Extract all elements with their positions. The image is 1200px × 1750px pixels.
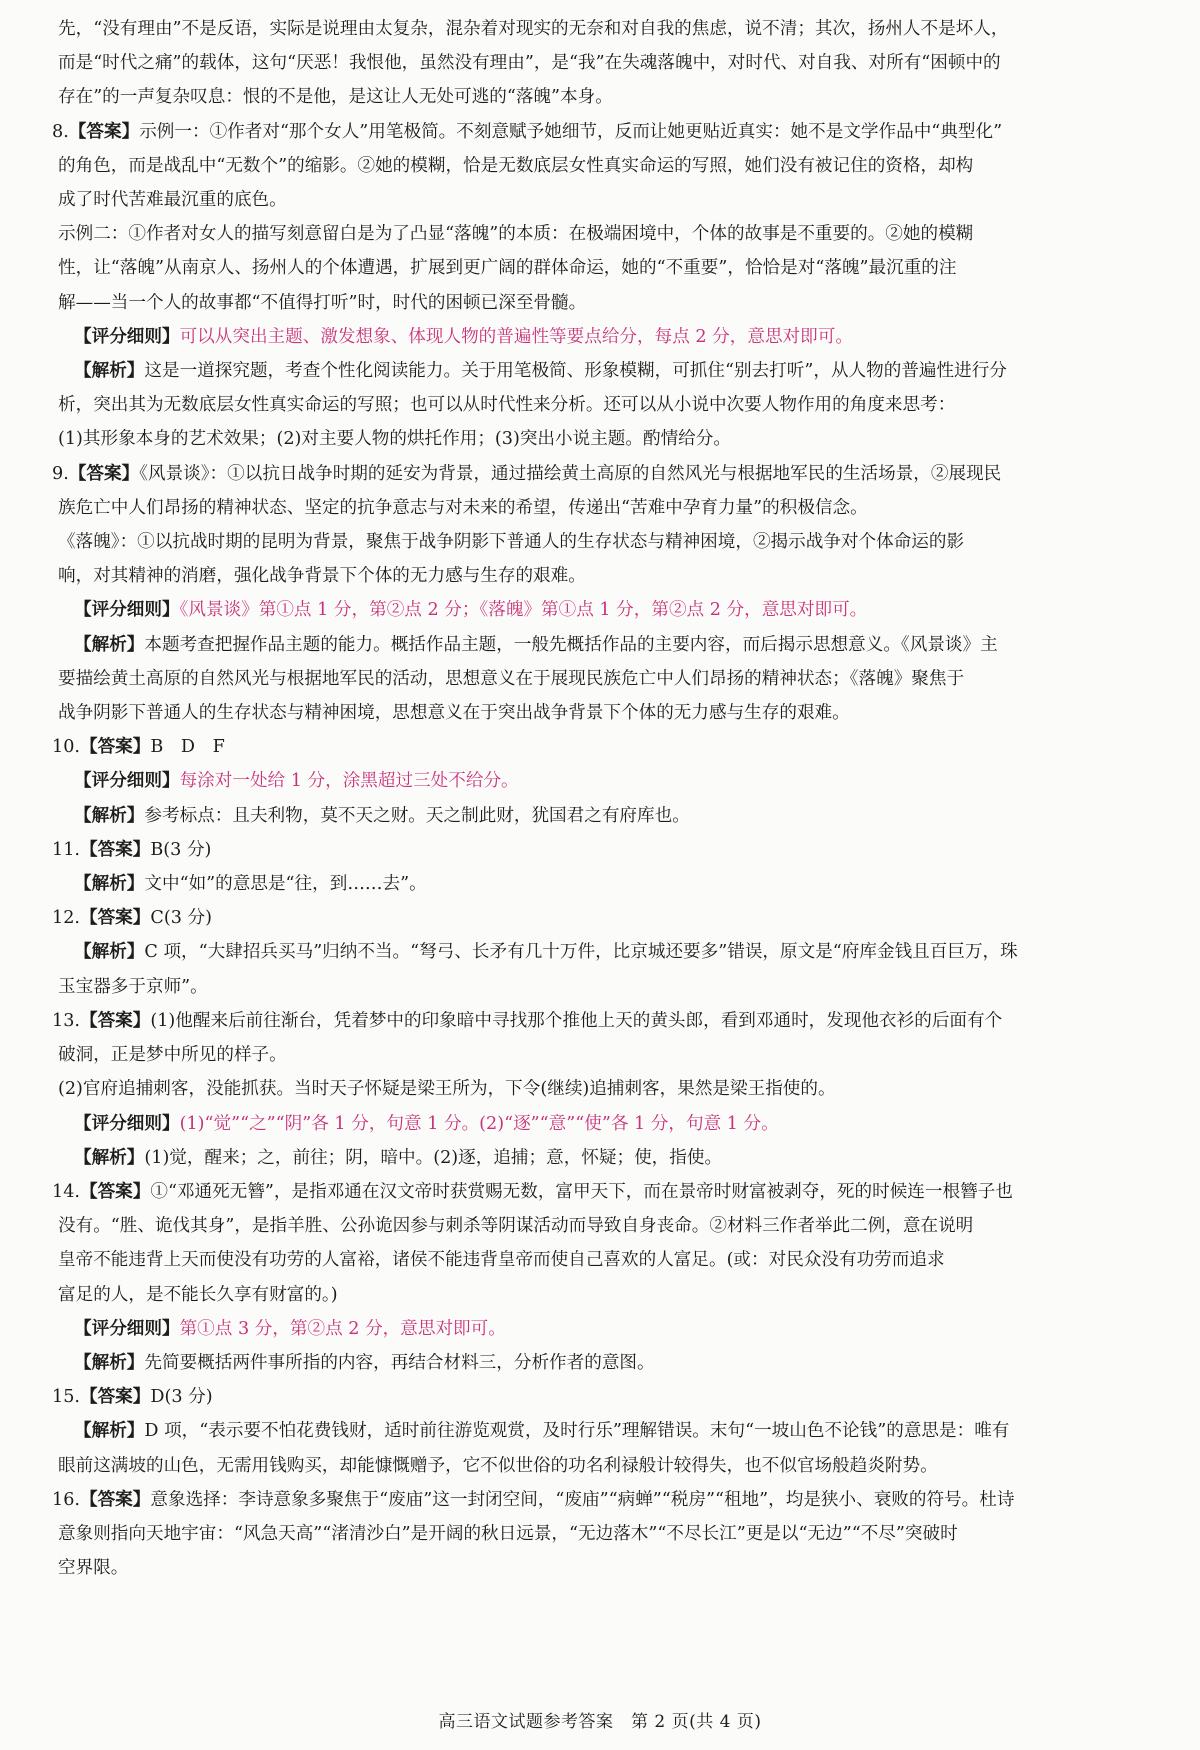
text-line: [52, 1175, 1154, 1209]
section-label: 【答案】: [68, 462, 140, 484]
text-line: [52, 764, 1154, 798]
question-number: 15.: [52, 1387, 80, 1408]
text-line: [52, 320, 1154, 354]
section-label: 【答案】: [79, 907, 151, 929]
body-text: (1)他醒来后前往渐台，凭着梦中的印象暗中寻找那个推他上天的黄头郎，看到邓通时，发现他衣衫的后面有个: [150, 1010, 1003, 1031]
section-label: 【解析】: [74, 1146, 145, 1168]
body-text: 眼前这满坡的山色，无需用钱购买，却能慷慨赠予，它不似世俗的功名利禄般计较得失，也不似官场般趋炎附势。: [58, 1455, 938, 1476]
scoring-rule-text: 每涂对一处给 1 分，涂黑超过三处不给分。: [179, 771, 519, 792]
text-line: [52, 867, 1154, 901]
question-number: 11.: [52, 839, 80, 860]
text-line: [52, 286, 1154, 320]
text-line: [52, 525, 1154, 559]
section-label: 【解析】: [74, 633, 145, 655]
body-text: 先简要概括两件事所指的内容，再结合材料三，分析作者的意图。: [144, 1352, 655, 1373]
question-number: 9.: [52, 463, 69, 484]
body-text: 《风景谈》：①以抗日战争时期的延安为背景，通过描绘黄土高原的自然风光与根据地军民的生活场景，②展现民: [139, 463, 1002, 484]
body-text: 解——当一个人的故事都“不值得打听”时，时代的困顿已深至骨髓。: [58, 292, 587, 313]
section-label: 【解析】: [74, 804, 145, 826]
section-label: 【答案】: [68, 120, 140, 142]
section-label: 【评分细则】: [74, 325, 180, 347]
section-label: 【评分细则】: [74, 1317, 180, 1339]
body-text: 这是一道探究题，考查个性化阅读能力。关于用笔极简、形象模糊，可抓住“别去打听”，从人物的普遍性进行分: [144, 361, 1007, 382]
body-text: 先，“没有理由”不是反语，实际是说理由太复杂，混杂着对现实的无奈和对自我的焦虑，说不清；其次，扬州人不是坏人，: [58, 19, 1009, 39]
text-line: [52, 115, 1154, 149]
text-line: [52, 593, 1154, 627]
text-line: [52, 1107, 1154, 1141]
section-label: 【解析】: [74, 360, 145, 382]
body-text: 富足的人，是不能长久享有财富的。): [58, 1284, 338, 1305]
body-text: D(3 分): [150, 1387, 213, 1408]
section-label: 【解析】: [74, 873, 145, 895]
body-text: C(3 分): [150, 908, 212, 929]
text-line: [52, 183, 1154, 217]
body-text: D 项，“表示要不怕花费钱财，适时前往游览观赏，及时行乐”理解错误。末句“一坡山色不论钱”的意思是：唯有: [144, 1421, 1010, 1442]
text-line: [52, 1209, 1154, 1243]
text-line: [52, 1517, 1154, 1551]
body-text: 参考标点：且夫利物，莫不天之财。天之制此财，犹国君之有府库也。: [144, 805, 690, 826]
body-text: B(3 分): [150, 839, 212, 860]
body-text: 示例二：①作者对女人的描写刻意留白是为了凸显“落魄”的本质：在极端困境中，个体的故事是不重要的。②她的模糊: [58, 224, 974, 245]
text-line: [52, 1380, 1154, 1414]
text-line: [52, 1346, 1154, 1380]
body-text: 成了时代苦难最沉重的底色。: [58, 190, 287, 211]
body-text: 意象选择：李诗意象多聚焦于“废庙”这一封闭空间，“废庙”“病蝉”“税房”“租地”，均是狭小、衰败的符号。杜诗: [150, 1489, 1015, 1510]
body-text: C 项，“大肆招兵买马”归纳不当。“弩弓、长矛有几十万件，比京城还要多”错误，原文是“府库金钱且百巨万，珠: [144, 942, 1018, 963]
text-line: [52, 422, 1154, 456]
scoring-rule-text: 第①点 3 分，第②点 2 分，意思对即可。: [179, 1318, 506, 1339]
body-text: 破洞，正是梦中所见的样子。: [58, 1045, 287, 1066]
body-text: (2)官府追捕刺客，没能抓获。当时天子怀疑是梁王所为，下令(继续)追捕刺客，果然是梁王指使的。: [58, 1079, 836, 1100]
body-text: B D F: [150, 737, 225, 758]
text-line: [52, 628, 1154, 662]
section-label: 【答案】: [79, 1386, 151, 1408]
text-line: [52, 354, 1154, 388]
text-line: [52, 970, 1154, 1004]
scoring-rule-text: (1)“觉”“之”“阴”各 1 分，句意 1 分。(2)“逐”“意”“使”各 1 分，句意 1 分。: [179, 1113, 779, 1134]
body-text: 意象则指向天地宇宙：“风急天高”“渚清沙白”是开阔的秋日远景，“无边落木”“不尽长江”更是以“无边”“不尽”突破时: [58, 1523, 958, 1544]
section-label: 【答案】: [79, 1488, 151, 1510]
text-line: [52, 388, 1154, 422]
body-text: 族危亡中人们昂扬的精神状态、坚定的抗争意志与对未来的希望，传递出“苦难中孕育力量”的积极信念。: [58, 497, 868, 518]
text-line: [52, 1551, 1154, 1585]
text-line: [52, 1141, 1154, 1175]
text-line: [52, 1312, 1154, 1346]
body-text: (1)觉，醒来；之，前往；阴，暗中。(2)逐，追捕；意，怀疑；使，指使。: [144, 1147, 723, 1168]
text-line: [52, 80, 1154, 114]
body-text: 响，对其精神的消磨，强化战争背景下个体的无力感与生存的艰难。: [58, 566, 586, 587]
body-text: 皇帝不能违背上天而使没有功劳的人富裕，诸侯不能违背皇帝而使自己喜欢的人富足。(或：对民众没有功劳而追求: [58, 1250, 945, 1271]
text-line: [52, 251, 1154, 285]
text-line: [52, 730, 1154, 764]
question-number: 14.: [52, 1181, 80, 1202]
body-text: 玉宝器多于京师”。: [58, 976, 208, 997]
scoring-rule-text: 可以从突出主题、激发想象、体现人物的普遍性等要点给分，每点 2 分，意思对即可。: [179, 326, 853, 347]
section-label: 【答案】: [79, 1009, 151, 1031]
question-number: 8.: [52, 121, 69, 142]
section-label: 【评分细则】: [74, 1112, 180, 1134]
text-line: [52, 662, 1154, 696]
section-label: 【答案】: [79, 838, 151, 860]
text-line: [52, 1072, 1154, 1106]
text-line: [52, 491, 1154, 525]
text-line: [52, 46, 1154, 80]
body-text: 没有。“胜、诡伐其身”，是指羊胜、公孙诡因参与刺杀等阴谋活动而导致自身丧命。②材料三作者举此二例，意在说明: [58, 1216, 974, 1237]
text-line: [52, 12, 1154, 46]
body-text: 的角色，而是战乱中“无数个”的缩影。②她的模糊，恰是无数底层女性真实命运的写照，她们没有被记住的资格，却构: [58, 155, 974, 176]
text-line: [52, 1004, 1154, 1038]
question-number: 10.: [52, 737, 80, 758]
text-line: [52, 149, 1154, 183]
text-line: [52, 833, 1154, 867]
body-text: 本题考查把握作品主题的能力。概括作品主题，一般先概括作品的主要内容，而后揭示思想意义。《风景谈》主: [144, 634, 998, 655]
page-footer: 高三语文试题参考答案 第 2 页(共 4 页): [438, 1712, 762, 1732]
section-label: 【解析】: [74, 941, 145, 963]
text-line: [52, 217, 1154, 251]
question-number: 12.: [52, 908, 80, 929]
body-text: 而是“时代之痛”的载体，这句“厌恶！我恨他，虽然没有理由”，是“我”在失魂落魄中，对时代、对自我、对所有“困顿中的: [58, 53, 1001, 74]
body-text: 空界限。: [58, 1558, 129, 1579]
text-line: [52, 696, 1154, 730]
body-text: 析，突出其为无数底层女性真实命运的写照；也可以从时代性来分析。还可以从小说中次要人物作用的角度来思考：: [58, 395, 956, 416]
text-line: [52, 1449, 1154, 1483]
body-text: 要描绘黄土高原的自然风光与根据地军民的活动，思想意义在于展现民族危亡中人们昂扬的精神状态；《落魄》聚焦于: [58, 668, 965, 689]
text-line: [52, 1278, 1154, 1312]
body-text: 战争阴影下普通人的生存状态与精神困境，思想意义在于突出战争背景下个体的无力感与生存的艰难。: [58, 703, 850, 724]
body-text: 示例一：①作者对“那个女人”用笔极简。不刻意赋予她细节，反而让她更贴近真实：她不是文学作品中“典型化”: [139, 121, 1003, 142]
text-line: [52, 901, 1154, 935]
answer-content: [52, 12, 1154, 1585]
section-label: 【解析】: [74, 1420, 145, 1442]
section-label: 【答案】: [79, 1180, 151, 1202]
scoring-rule-text: 《风景谈》第①点 1 分，第②点 2 分；《落魄》第①点 1 分，第②点 2 分，意思对即可。: [179, 600, 868, 621]
section-label: 【评分细则】: [74, 599, 180, 621]
text-line: [52, 1483, 1154, 1517]
text-line: [52, 799, 1154, 833]
text-line: [52, 1414, 1154, 1448]
text-line: [52, 935, 1154, 969]
text-line: [52, 457, 1154, 491]
question-number: 16.: [52, 1489, 80, 1510]
text-line: [52, 1038, 1154, 1072]
text-line: [52, 559, 1154, 593]
section-label: 【解析】: [74, 1351, 145, 1373]
section-label: 【答案】: [79, 736, 151, 758]
body-text: 性，让“落魄”从南京人、扬州人的个体遭遇，扩展到更广阔的群体命运，她的“不重要”，恰恰是对“落魄”最沉重的注: [58, 258, 957, 279]
section-label: 【评分细则】: [74, 770, 180, 792]
body-text: ①“邓通死无簪”，是指邓通在汉文帝时获赏赐无数，富甲天下，而在景帝时财富被剥夺，死的时候连一根簪子也: [150, 1181, 1013, 1202]
body-text: (1)其形象本身的艺术效果；(2)对主要人物的烘托作用；(3)突出小说主题。酌情给分。: [58, 429, 731, 450]
body-text: 文中“如”的意思是“往，到……去”。: [144, 874, 427, 895]
text-line: [52, 1243, 1154, 1277]
body-text: 《落魄》：①以抗战时期的昆明为背景，聚焦于战争阴影下普通人的生存状态与精神困境，②揭示战争对个体命运的影: [58, 532, 965, 553]
body-text: 存在”的一声复杂叹息：恨的不是他，是这让人无处可逃的“落魄”本身。: [58, 87, 613, 108]
question-number: 13.: [52, 1010, 80, 1031]
